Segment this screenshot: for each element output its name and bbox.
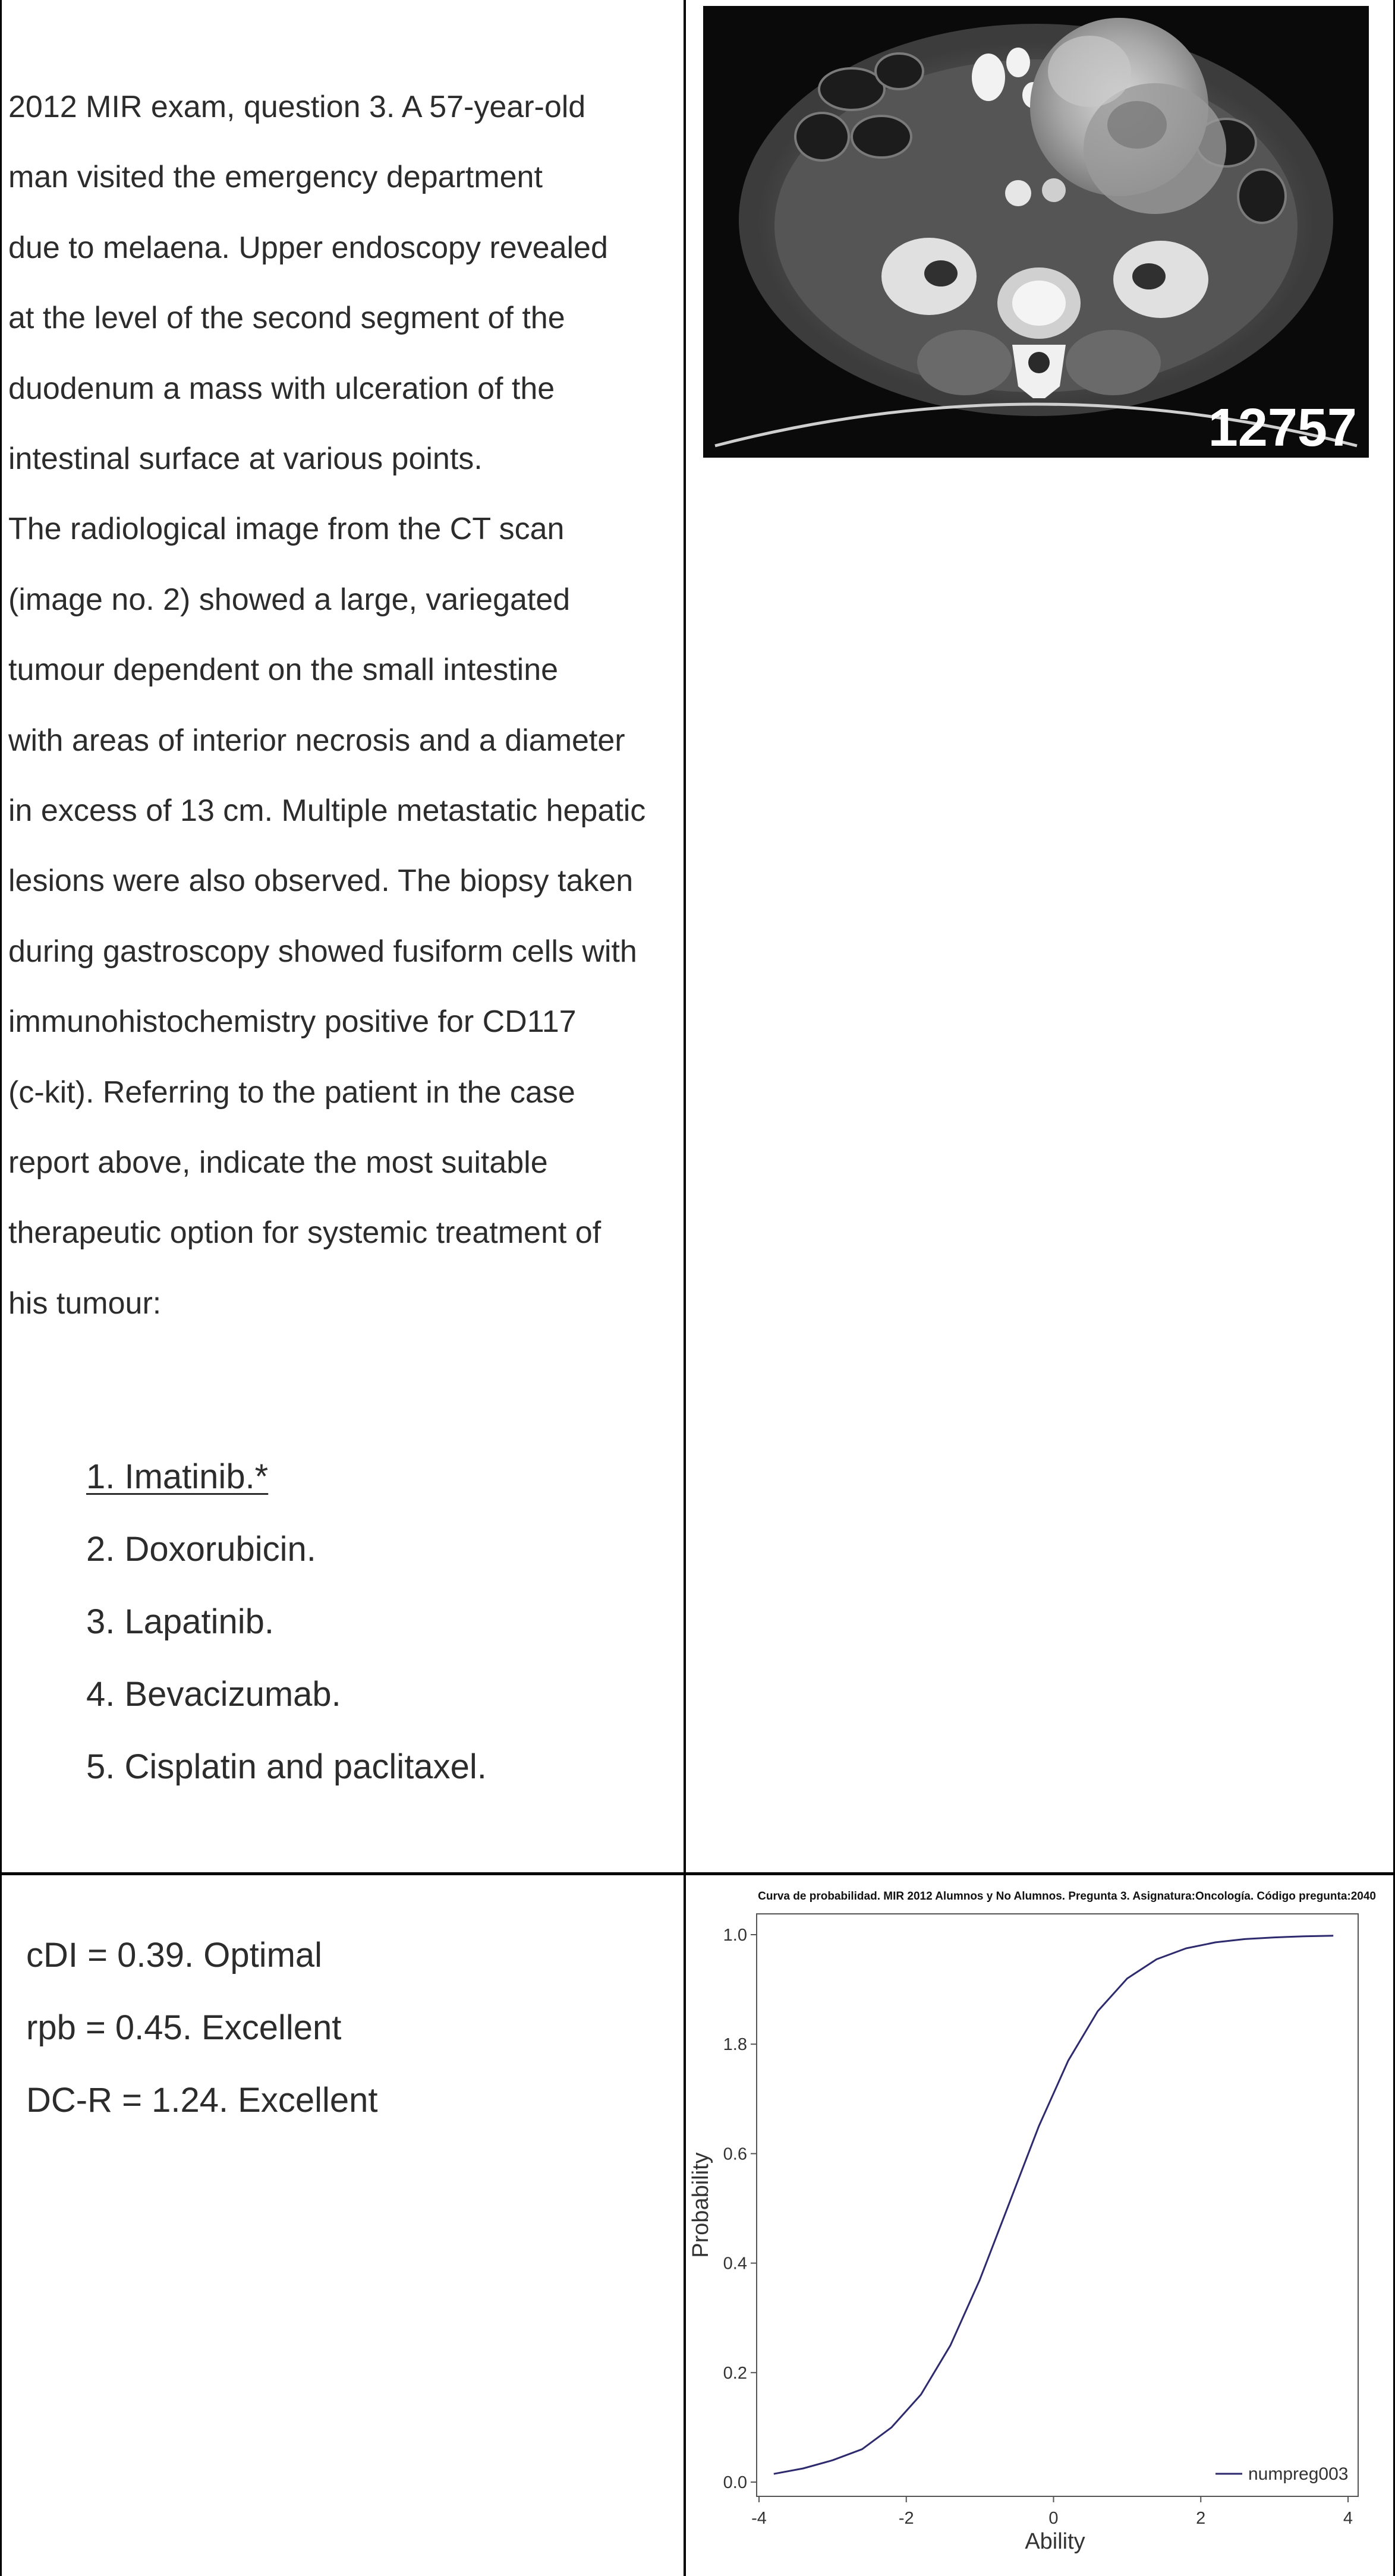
frame-left-border	[0, 0, 2, 2576]
question-line: therapeutic option for systemic treatment of	[8, 1215, 602, 1251]
question-line: duodenum a mass with ulceration of the	[8, 371, 555, 406]
y-tick-label: 0.6	[723, 2144, 747, 2164]
answer-option-5: 5. Cisplatin and paclitaxel.	[86, 1747, 487, 1786]
x-tick-label: 2	[1196, 2509, 1206, 2528]
plot-area-frame	[757, 1914, 1358, 2496]
question-line: at the level of the second segment of the	[8, 301, 565, 336]
question-line: lesions were also observed. The biopsy taken	[8, 864, 634, 899]
question-line: man visited the emergency department	[8, 160, 543, 195]
frame-column-divider	[684, 0, 686, 2576]
answer-option-3: 3. Lapatinib.	[86, 1602, 275, 1641]
chart-title: Curva de probabilidad. MIR 2012 Alumnos y No Alumnos. Pregunta 3. Asignatura:Oncología. Código pregunta:2040	[758, 1890, 1376, 1903]
answer-option-4: 4. Bevacizumab.	[86, 1675, 341, 1714]
question-line: 2012 MIR exam, question 3. A 57-year-old	[8, 90, 586, 124]
y-tick-label: 1.0	[723, 1926, 747, 1945]
x-axis-ticks	[751, 2496, 1353, 2528]
question-line: intestinal surface at various points.	[8, 442, 483, 476]
y-tick-label: 0.0	[723, 2473, 747, 2492]
statistic-line: DC-R = 1.24. Excellent	[26, 2081, 378, 2120]
question-line: in excess of 13 cm. Multiple metastatic hepatic	[8, 793, 646, 828]
series-line-numpreg003	[774, 1936, 1333, 2474]
ct-scan-image	[703, 6, 1369, 458]
statistic-line: cDI = 0.39. Optimal	[26, 1936, 323, 1974]
y-axis-ticks	[723, 1926, 757, 2492]
answer-option-2: 2. Doxorubicin.	[86, 1530, 316, 1569]
legend-label: numpreg003	[1248, 2464, 1349, 2484]
question-line: his tumour:	[8, 1286, 162, 1321]
x-tick-label: -2	[898, 2509, 914, 2528]
question-line: immunohistochemistry positive for CD117	[8, 1004, 577, 1040]
x-tick-label: 0	[1048, 2509, 1059, 2528]
question-line: (c-kit). Referring to the patient in the case	[8, 1075, 575, 1110]
probability-chart	[687, 1878, 1391, 2574]
question-line: during gastroscopy showed fusiform cells with	[8, 934, 637, 969]
y-tick-label: 0.2	[723, 2363, 747, 2383]
y-tick-label: 0.4	[723, 2254, 747, 2273]
statistic-line: rpb = 0.45. Excellent	[26, 2008, 342, 2047]
answer-option-1: 1. Imatinib.*	[86, 1457, 269, 1496]
question-line: tumour dependent on the small intestine	[8, 653, 559, 688]
question-line: report above, indicate the most suitable	[8, 1145, 548, 1180]
x-axis-label: Ability	[1025, 2529, 1085, 2554]
x-tick-label: 4	[1343, 2509, 1353, 2528]
frame-row-divider	[0, 1872, 1395, 1875]
ct-image-label: 12757	[1208, 398, 1357, 458]
y-axis-label: Probability	[688, 2152, 713, 2258]
question-line: (image no. 2) showed a large, variegated	[8, 582, 571, 617]
question-line: The radiological image from the CT scan	[8, 512, 565, 547]
question-line: with areas of interior necrosis and a diameter	[8, 723, 625, 758]
y-tick-label: 1.8	[723, 2035, 747, 2055]
x-tick-label: -4	[751, 2509, 767, 2528]
question-line: due to melaena. Upper endoscopy revealed	[8, 230, 608, 265]
